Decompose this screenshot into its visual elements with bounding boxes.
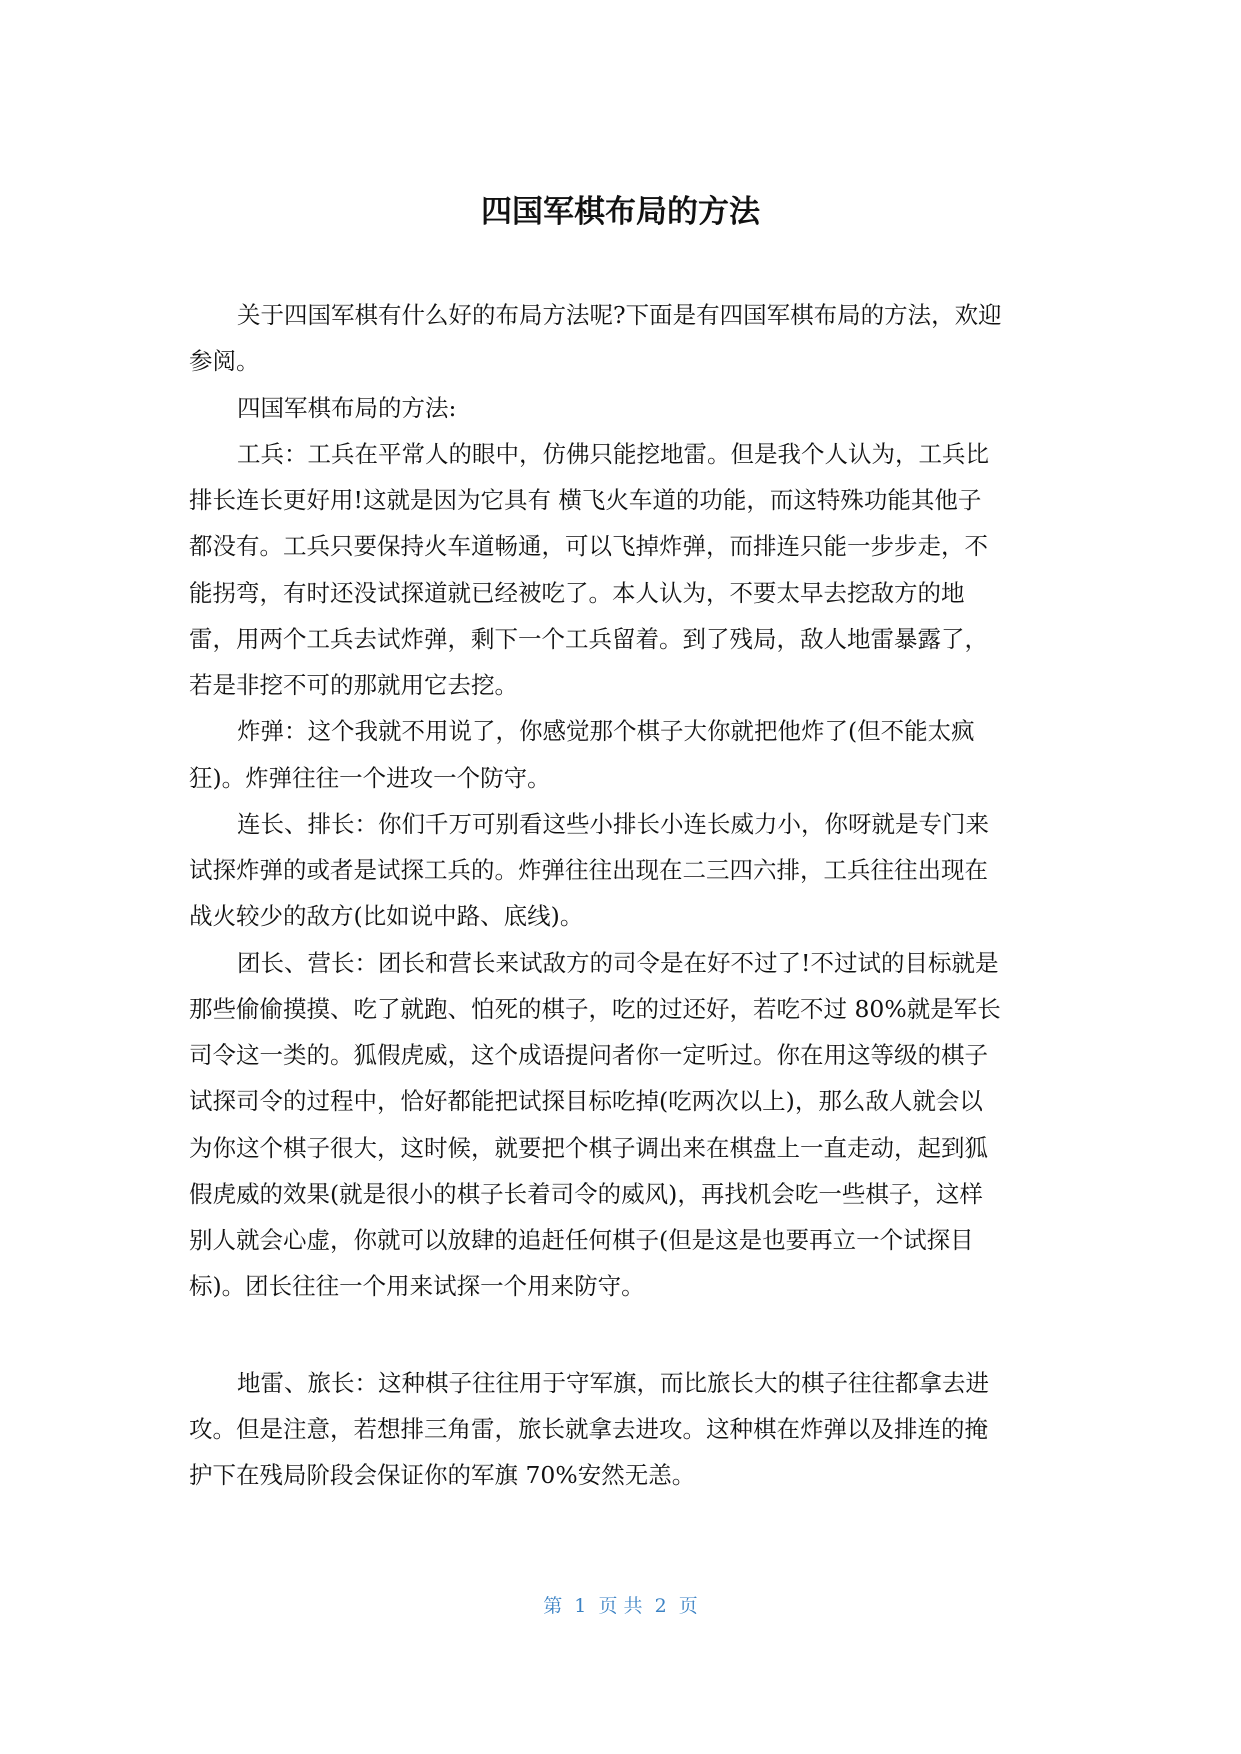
- paragraph-line: 狂)。炸弹往往一个进攻一个防守。: [189, 764, 551, 792]
- paragraph-line: 能拐弯，有时还没试探道就已经被吃了。本人认为，不要太早去挖敌方的地: [189, 579, 965, 607]
- paragraph-line: 试探司令的过程中，恰好都能把试探目标吃掉(吃两次以上)，那么敌人就会以: [189, 1087, 983, 1115]
- page-footer: 第 1 页 共 2 页: [543, 1595, 698, 1617]
- paragraph-line: 都没有。工兵只要保持火车道畅通，可以飞掉炸弹，而排连只能一步步走，不: [189, 532, 988, 560]
- paragraph-line: 护下在残局阶段会保证你的军旗 70%安然无恙。: [189, 1461, 696, 1489]
- paragraph-line: 那些偷偷摸摸、吃了就跑、怕死的棋子，吃的过还好，若吃不过 80%就是军长: [189, 995, 1001, 1023]
- paragraph-line: 地雷、旅长：这种棋子往往用于守军旗，而比旅长大的棋子往往都拿去进: [237, 1369, 989, 1397]
- paragraph-line: 为你这个棋子很大，这时候，就要把个棋子调出来在棋盘上一直走动，起到狐: [189, 1134, 988, 1162]
- paragraph-line: 雷，用两个工兵去试炸弹，剩下一个工兵留着。到了残局，敌人地雷暴露了，: [189, 625, 988, 653]
- paragraph-line: 战火较少的敌方(比如说中路、底线)。: [189, 902, 584, 930]
- paragraph-line: 四国军棋布局的方法:: [237, 394, 457, 422]
- paragraph-line: 若是非挖不可的那就用它去挖。: [189, 671, 518, 699]
- paragraph-line: 排长连长更好用!这就是因为它具有 横飞火车道的功能，而这特殊功能其他子: [189, 486, 982, 514]
- paragraph-line: 别人就会心虚，你就可以放肆的追赶任何棋子(但是这是也要再立一个试探目: [189, 1226, 974, 1254]
- paragraph-line: 团长、营长：团长和营长来试敌方的司令是在好不过了!不过试的目标就是: [237, 949, 999, 977]
- paragraph-line: 司令这一类的。狐假虎威，这个成语提问者你一定听过。你在用这等级的棋子: [189, 1041, 988, 1069]
- paragraph-line: 假虎威的效果(就是很小的棋子长着司令的威风)，再找机会吃一些棋子，这样: [189, 1180, 983, 1208]
- paragraph-line: 关于四国军棋有什么好的布局方法呢?下面是有四国军棋布局的方法，欢迎: [237, 301, 1002, 329]
- page-title: 四国军棋布局的方法: [481, 194, 760, 230]
- paragraph-line: 标)。团长往往一个用来试探一个用来防守。: [189, 1272, 645, 1300]
- paragraph-line: 攻。但是注意，若想排三角雷，旅长就拿去进攻。这种棋在炸弹以及排连的掩: [189, 1415, 988, 1443]
- paragraph-line: 试探炸弹的或者是试探工兵的。炸弹往往出现在二三四六排，工兵往往出现在: [189, 856, 988, 884]
- paragraph-line: 工兵：工兵在平常人的眼中，仿佛只能挖地雷。但是我个人认为，工兵比: [237, 440, 989, 468]
- paragraph-line: 连长、排长：你们千万可别看这些小排长小连长威力小，你呀就是专门来: [237, 810, 989, 838]
- paragraph-line: 参阅。: [189, 347, 260, 375]
- paragraph-line: 炸弹：这个我就不用说了，你感觉那个棋子大你就把他炸了(但不能太疯: [237, 717, 975, 745]
